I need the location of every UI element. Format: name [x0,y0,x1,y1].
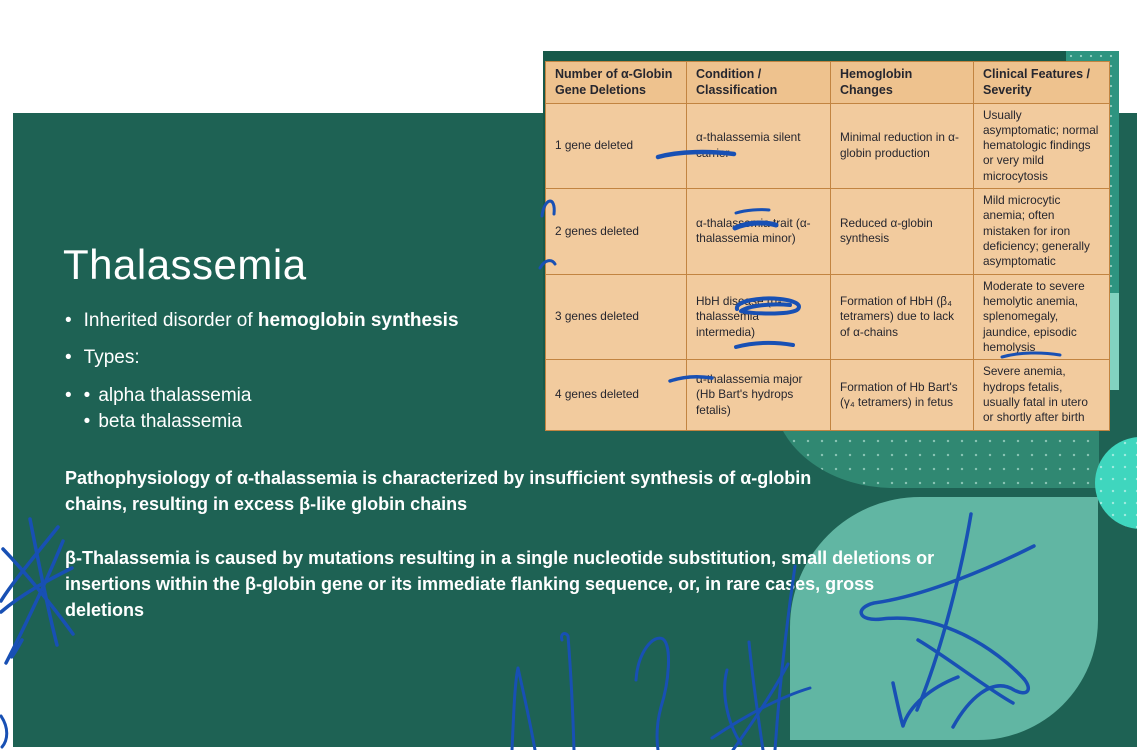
bullet-icon: • [65,347,72,368]
alpha-globin-deletion-table [545,61,1110,431]
bullet-type-list [65,385,251,433]
thalassemia-table-panel [543,51,1119,425]
header-gene-deletions: Number of α-Globin Gene Deletions [546,62,687,104]
paragraph-pathophysiology: Pathophysiology of α-thalassemia is characterized by insufficient synthesis of α-globin chains, resulting in excess β-like globin chains [65,468,812,514]
bottom-left-curve [1,716,7,747]
bullet-icon: • [83,385,91,406]
slide-title: Thalassemia [63,241,307,288]
header-clinical-features: Clinical Features / Severity [974,62,1110,104]
bright-teal-circle [1095,437,1137,529]
bullet-icon: • [65,385,72,406]
table-row: 4 genes deleted α-thalassemia major (Hb Bart's hydrops fetalis) Formation of Hb Bart's (γ₄ tetramers) in fetus Severe anemia, hydrops fetalis, usually fatal in utero or shortly after birth [546,360,1110,430]
bullet-icon: • [83,411,91,432]
nested-type-list [84,385,252,433]
list-item: • beta thalassemia [83,411,242,432]
table-header-row [546,62,1110,104]
bullet-text: Inherited disorder of hemoglobin synthesis [83,310,459,331]
header-condition: Condition / Classification [687,62,831,104]
bullet-text: Types: [83,347,140,368]
list-item: • alpha thalassemia [83,385,252,406]
header-hemoglobin-changes: Hemoglobin Changes [831,62,974,104]
bullet-types [65,347,140,370]
table-row: 1 gene deleted α-thalassemia silent carrier Minimal reduction in α-globin production Usually asymptomatic; normal hematologic findings or very mild microcytosis [546,103,1110,189]
table-row: 3 genes deleted HbH disease (α-thalassemia intermedia) Formation of HbH (β₄ tetramers) due to lack of α-chains Moderate to severe hemolytic anemia, splenomegaly, jaundice, episodic hemolysis [546,274,1110,360]
paragraph-beta-thalassemia: β-Thalassemia is caused by mutations resulting in a single nucleotide substitution, small deletions or insertions within the β-globin gene or its immediate flanking sequence, or, in rare cases, gross deletions [65,548,935,620]
bullet-inherited-disorder [65,310,459,333]
bullet-icon: • [65,310,72,331]
table-row: 2 genes deleted α-thalassemia trait (α-thalassemia minor) Reduced α-globin synthesis Mild microcytic anemia; often mistaken for iron deficiency; generally asymptomatic [546,189,1110,275]
